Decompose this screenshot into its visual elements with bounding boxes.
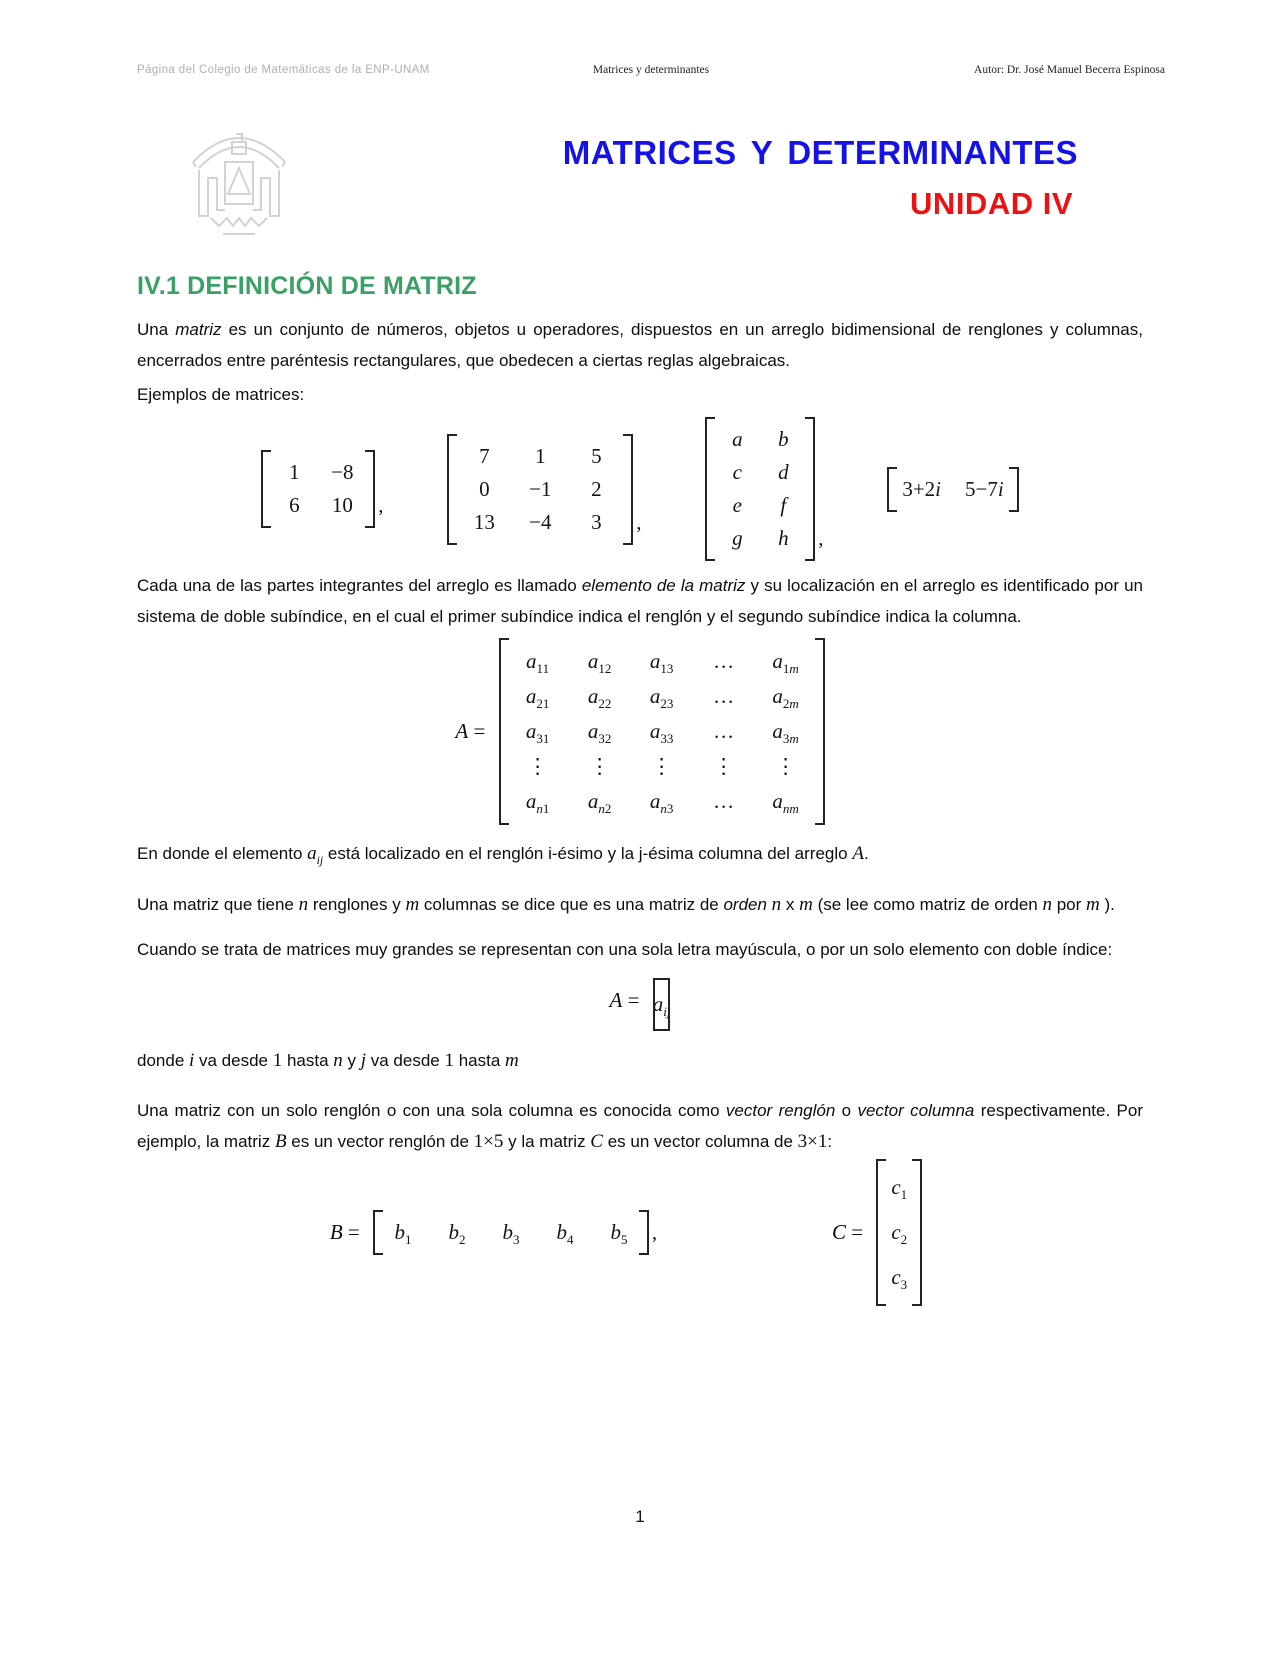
paragraph-large-matrices: Cuando se trata de matrices muy grandes se representan con una sola letra mayúscula, o por un solo elemento con doble índice: [137, 940, 1113, 959]
example-matrix-4x2 [705, 417, 823, 561]
matrix-b-1x5: $b_1$ $b_2$ $b_3$ $b_4$ $b_5$ [373, 1210, 649, 1255]
section-heading: IV.1 DEFINICIÓN DE MATRIZ [137, 272, 477, 300]
paragraph-index-ranges: donde i va desde 1 hasta n y j va desde 1 hasta m [137, 1050, 519, 1071]
paragraph-matrix-definition: Una matriz es un conjunto de números, objetos u operadores, dispuestos en un arreglo bidimensional de renglones y columnas, encerrados entre paréntesis rectangulares, que obedecen a ciertas reglas algebraicas. [137, 320, 1143, 370]
formula-a-equals-aij [137, 970, 1143, 1031]
comma-separator: , [378, 495, 384, 517]
example-matrix-2x2 [261, 450, 383, 528]
comma-separator: , [636, 511, 642, 534]
page-number: 1 [635, 1507, 645, 1526]
vector-b-lhs: B = [329, 1220, 365, 1244]
example-matrix-3x3 [447, 434, 641, 545]
example-matrices-row [137, 413, 1143, 565]
page-header [0, 0, 1280, 76]
paragraph-order: Una matriz que tiene n renglones y m columnas se dice que es una matriz de orden n x m (se lee como matriz de orden n por m ). [137, 894, 1115, 915]
general-matrix-a-formula [137, 638, 1143, 825]
column-vector-c [832, 1159, 922, 1306]
paragraph-vectors: Una matriz con un solo renglón o con una sola columna es conocida como vector renglón o vector columna respectivamente. Por ejemplo, la matriz B es un vector renglón de 1×5 y la matriz C es un vector columna de 3×1: [137, 1101, 1144, 1152]
enp-unam-seal-logo [183, 110, 295, 253]
examples-label: Ejemplos de matrices: [137, 385, 305, 404]
paragraph-element-aij: En donde el elemento $a_{ij}$ está localizado en el renglón i-ésimo y la j-ésima columna del arreglo A. [137, 843, 869, 867]
matrix-a-lhs: A = [455, 719, 491, 743]
paragraph-element-location: Cada una de las partes integrantes del arreglo es llamado elemento de la matriz y su localización en el arreglo es identificado por un sistema de doble subíndice, en el cual el primer subíndice indica el renglón y el segundo subíndice indica la columna. [137, 576, 1143, 626]
document-title: MATRICES Y DETERMINANTES [562, 134, 1078, 171]
matrix-aij-compact: $a_{ij}$ [653, 978, 671, 1031]
header-site-label: Página del Colegio de Matemáticas de la ENP-UNAM [137, 64, 430, 76]
aij-lhs: A = [609, 988, 645, 1012]
header-author-label: Autor: Dr. José Manuel Becerra Espinosa [974, 64, 1166, 76]
vector-c-lhs: C = [831, 1220, 869, 1244]
comma-separator: , [651, 1222, 657, 1244]
header-document-label: Matrices y determinantes [592, 64, 710, 76]
matrix-2x2: 1 −8 6 10 [261, 450, 375, 528]
row-vector-b [330, 1210, 657, 1255]
document-body [0, 134, 1280, 1306]
vector-examples-row [123, 1159, 1129, 1306]
matrix-4x2: a b c d e f g h [705, 417, 815, 561]
matrix-a-general: $a_{11}$ $a_{12}$ $a_{13}$ … $a_{1m}$ $a_{21}$ $a_{22}$ $a_{23}$ … $a_{2m}$ $a_{31}$ $a_{32}$ $a_{33}$ … $a_{3m}$ ⋮ ⋮ ⋮ ⋮ ⋮ $a_{n1}$ $a_{n2}$ $a_{n3}$ … $a_{nm}$ [499, 638, 825, 825]
matrix-c-3x1: $c_1$ $c_2$ $c_3$ [876, 1159, 922, 1306]
comma-separator: , [818, 528, 824, 550]
matrix-1x2-complex: 3+2i 5−7i [887, 467, 1018, 512]
matrix-3x3: 7 1 5 0 −1 2 13 −4 3 [447, 434, 633, 545]
document-unit-subtitle: UNIDAD IV [910, 186, 1073, 221]
example-row-vector-complex [887, 467, 1018, 512]
